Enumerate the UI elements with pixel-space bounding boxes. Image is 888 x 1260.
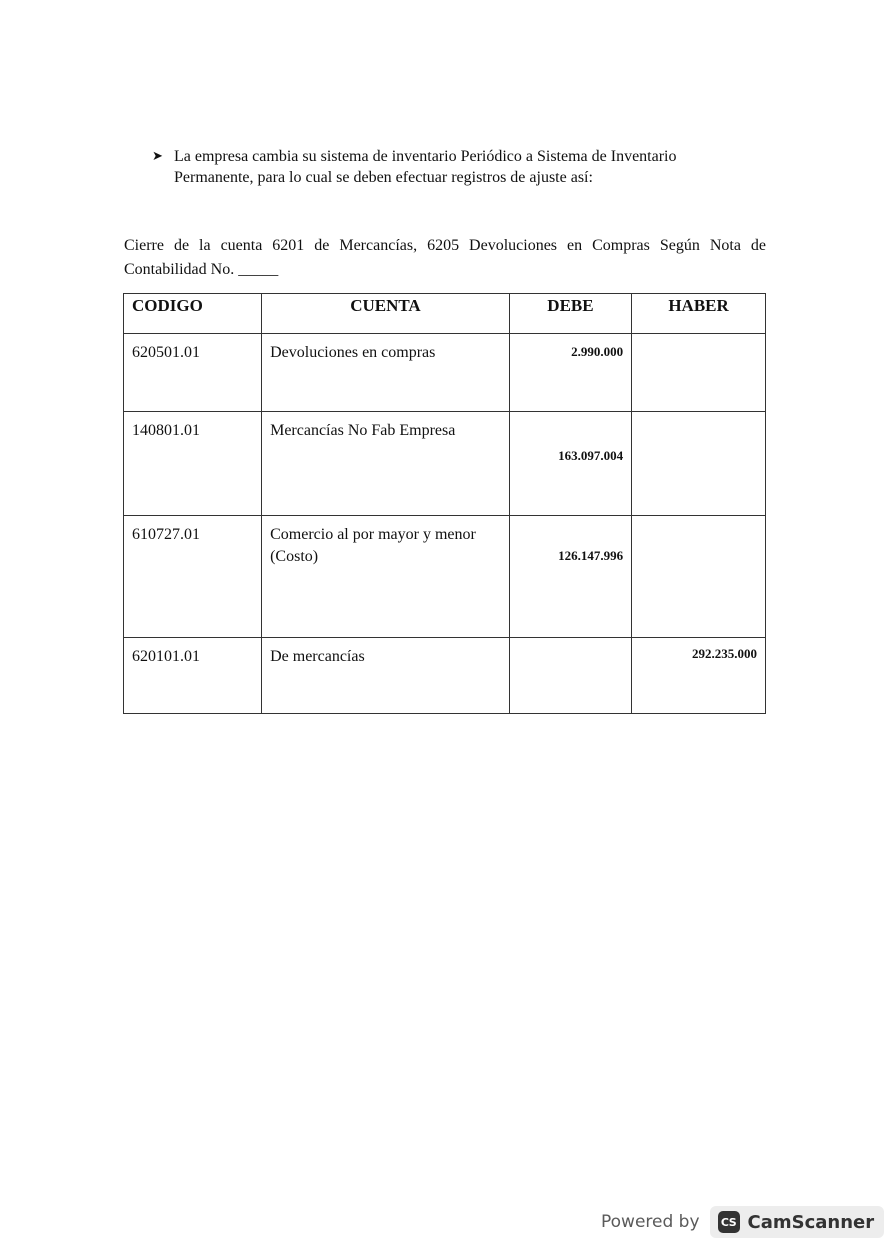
powered-by-label: Powered by (601, 1212, 700, 1232)
table-row (124, 516, 766, 638)
table-header-row (124, 294, 766, 334)
cell-codigo: 620501.01 (124, 334, 262, 412)
cell-cuenta: Comercio al por mayor y menor (Costo) (262, 516, 510, 638)
header-cuenta: CUENTA (262, 294, 510, 334)
journal-entry-table (123, 293, 766, 714)
cell-haber (632, 334, 766, 412)
camscanner-logo-icon: CS (718, 1211, 740, 1233)
bullet-text (174, 146, 754, 188)
cell-haber (632, 516, 766, 638)
table-row (124, 334, 766, 412)
cell-cuenta: Mercancías No Fab Empresa (262, 412, 510, 516)
header-haber: HABER (632, 294, 766, 334)
cell-cuenta: De mercancías (262, 638, 510, 714)
camscanner-badge (710, 1206, 885, 1238)
cell-debe: 2.990.000 (509, 334, 631, 412)
cell-codigo: 620101.01 (124, 638, 262, 714)
cell-codigo: 140801.01 (124, 412, 262, 516)
arrow-bullet-icon: ➤ (152, 149, 163, 164)
cell-cuenta: Devoluciones en compras (262, 334, 510, 412)
cell-codigo: 610727.01 (124, 516, 262, 638)
cell-debe: 126.147.996 (509, 516, 631, 638)
cell-haber (632, 412, 766, 516)
camscanner-brand: CamScanner (747, 1211, 875, 1233)
intro-paragraph: Cierre de la cuenta 6201 de Mercancías, 6205 Devoluciones en Compras Según Nota de Contabilidad No. _____ (124, 237, 766, 278)
bullet-line-2: Permanente, para lo cual se deben efectuar registros de ajuste así: (174, 169, 593, 186)
camscanner-watermark (601, 1203, 884, 1241)
table-row (124, 412, 766, 516)
cell-haber: 292.235.000 (632, 638, 766, 714)
header-codigo: CODIGO (124, 294, 262, 334)
table-row (124, 638, 766, 714)
cell-debe: 163.097.004 (509, 412, 631, 516)
header-debe: DEBE (509, 294, 631, 334)
bullet-paragraph (152, 146, 792, 188)
cell-debe (509, 638, 631, 714)
bullet-line-1: La empresa cambia su sistema de inventario Periódico a Sistema de Inventario (174, 148, 677, 165)
